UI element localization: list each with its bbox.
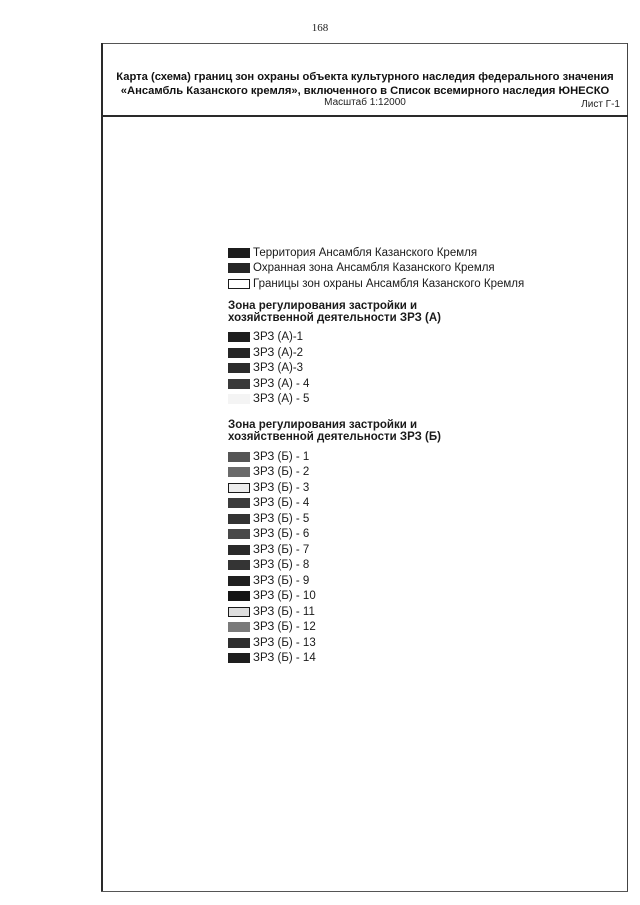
legend-zone-b-item xyxy=(228,511,558,527)
legend-label: ЗРЗ (Б) - 11 xyxy=(253,605,315,618)
frame-right-border xyxy=(627,43,628,892)
legend-label: Территория Ансамбля Казанского Кремля xyxy=(253,246,478,259)
legend-label: ЗРЗ (Б) - 12 xyxy=(253,621,316,634)
legend-swatch xyxy=(228,653,250,663)
legend-swatch xyxy=(228,248,250,258)
legend-zone-b-item xyxy=(228,527,558,543)
legend-swatch xyxy=(228,483,250,493)
frame-left-border xyxy=(101,43,103,892)
legend-zone-b-item xyxy=(228,604,558,620)
page-number: 168 xyxy=(311,22,329,34)
legend-label: ЗРЗ (А)-3 xyxy=(253,362,304,375)
legend-main-item xyxy=(228,245,558,261)
frame-top-border xyxy=(101,43,628,44)
zone-b-items xyxy=(228,449,558,666)
zone-a-heading-line-1: Зона регулирования застройки и xyxy=(228,299,418,312)
legend-zone-b-item xyxy=(228,465,558,481)
map-scale: Масштаб 1:12000 xyxy=(324,97,406,108)
legend-zone-b-item xyxy=(228,651,558,667)
legend-label: ЗРЗ (Б) - 1 xyxy=(253,450,310,463)
legend-zone-b-item xyxy=(228,496,558,512)
legend-label: ЗРЗ (А)-2 xyxy=(253,346,304,359)
legend-label: Охранная зона Ансамбля Казанского Кремля xyxy=(253,262,495,275)
legend-zone-a-item xyxy=(228,376,558,392)
legend-label: ЗРЗ (Б) - 7 xyxy=(253,543,310,556)
legend-swatch xyxy=(228,348,250,358)
legend-swatch xyxy=(228,263,250,273)
legend-label: Границы зон охраны Ансамбля Казанского Кремля xyxy=(253,277,525,290)
legend-swatch xyxy=(228,394,250,404)
legend-zone-a-item xyxy=(228,392,558,408)
legend-zone-b-item xyxy=(228,573,558,589)
legend-main-item xyxy=(228,276,558,292)
legend-zone-b-item xyxy=(228,620,558,636)
zone-a-heading xyxy=(228,300,558,324)
sheet-number: Лист Г-1 xyxy=(581,99,620,110)
legend-swatch xyxy=(228,379,250,389)
legend-label: ЗРЗ (Б) - 5 xyxy=(253,512,310,525)
legend-swatch xyxy=(228,622,250,632)
legend-zone-b-item xyxy=(228,542,558,558)
zone-b-heading-line-1: Зона регулирования застройки и xyxy=(228,419,418,431)
legend-label: ЗРЗ (А) - 4 xyxy=(253,377,310,390)
legend-swatch xyxy=(228,607,250,617)
map-title xyxy=(104,70,626,98)
legend-label: ЗРЗ (Б) - 6 xyxy=(253,528,310,541)
legend-zone-b-item xyxy=(228,589,558,605)
legend-zone-a-item xyxy=(228,361,558,377)
title-line-1: Карта (схема) границ зон охраны объекта культурного наследия федерального значения xyxy=(116,71,614,83)
legend-label: ЗРЗ (А) - 5 xyxy=(253,393,310,406)
legend-label: ЗРЗ (А)-1 xyxy=(253,331,304,344)
legend-label: ЗРЗ (Б) - 10 xyxy=(253,590,316,603)
legend-label: ЗРЗ (Б) - 13 xyxy=(253,636,316,649)
header-divider xyxy=(101,115,628,117)
legend-label: ЗРЗ (Б) - 4 xyxy=(253,497,310,510)
legend-zone-b-item xyxy=(228,635,558,651)
legend-swatch xyxy=(228,545,250,555)
legend-zone-b-item xyxy=(228,480,558,496)
legend-zone-b-item xyxy=(228,449,558,465)
legend-main-items xyxy=(228,245,558,292)
zone-b-heading-line-2: хозяйственной деятельности ЗРЗ (Б) xyxy=(228,431,441,443)
legend-swatch xyxy=(228,638,250,648)
map-legend xyxy=(228,245,558,666)
frame-bottom-border xyxy=(101,891,628,892)
zone-b-heading xyxy=(228,419,558,443)
legend-swatch xyxy=(228,529,250,539)
legend-swatch xyxy=(228,332,250,342)
legend-zone-a-item xyxy=(228,345,558,361)
legend-label: ЗРЗ (Б) - 9 xyxy=(253,574,310,587)
legend-zone-b-item xyxy=(228,558,558,574)
legend-swatch xyxy=(228,279,250,289)
legend-label: ЗРЗ (Б) - 8 xyxy=(253,559,310,572)
legend-swatch xyxy=(228,498,250,508)
legend-swatch xyxy=(228,576,250,586)
legend-label: ЗРЗ (Б) - 2 xyxy=(253,466,310,479)
legend-swatch xyxy=(228,467,250,477)
legend-main-item xyxy=(228,261,558,277)
legend-swatch xyxy=(228,514,250,524)
legend-label: ЗРЗ (Б) - 3 xyxy=(253,481,310,494)
legend-swatch xyxy=(228,452,250,462)
title-line-2: «Ансамбль Казанского кремля», включенного в Список всемирного наследия ЮНЕСКО xyxy=(120,85,610,97)
legend-swatch xyxy=(228,591,250,601)
legend-zone-a-item xyxy=(228,330,558,346)
zone-a-heading-line-2: хозяйственной деятельности ЗРЗ (А) xyxy=(228,311,442,324)
zone-a-items xyxy=(228,330,558,408)
legend-label: ЗРЗ (Б) - 14 xyxy=(253,652,316,665)
legend-swatch xyxy=(228,560,250,570)
legend-swatch xyxy=(228,363,250,373)
